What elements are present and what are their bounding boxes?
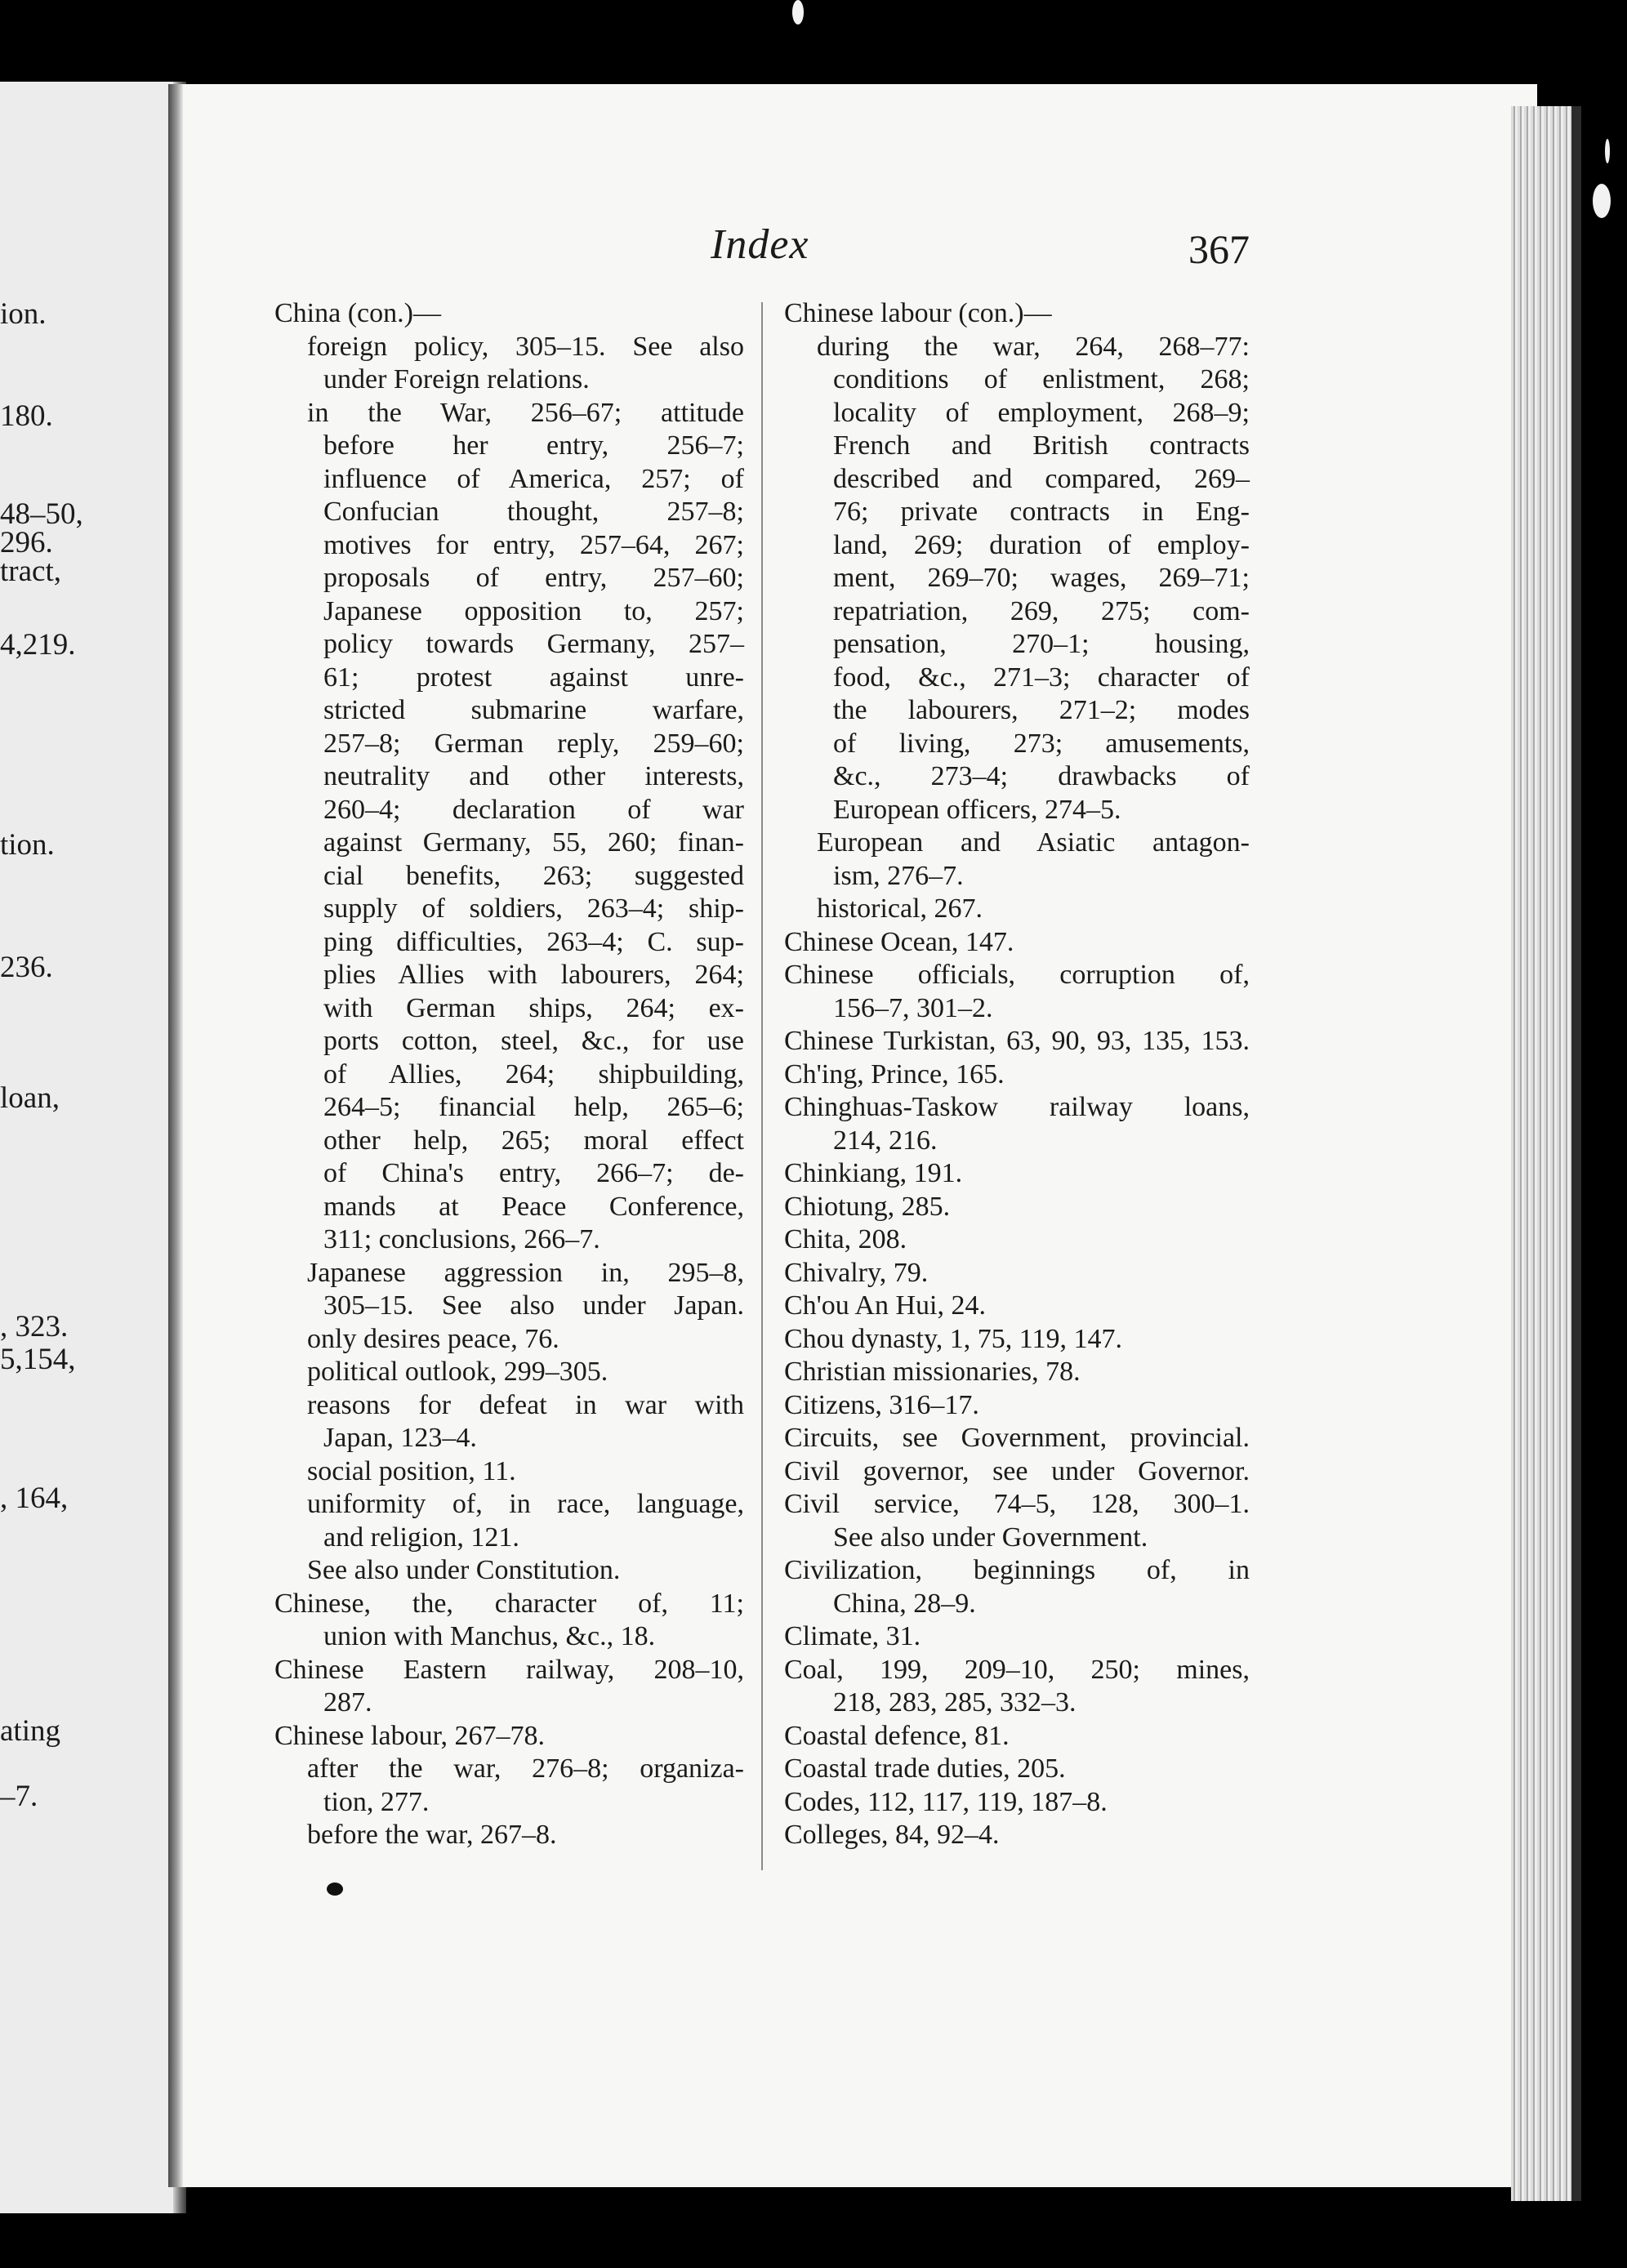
index-line: of living, 273; amusements,	[833, 728, 1250, 759]
index-line: 311; conclusions, 266–7.	[323, 1224, 600, 1254]
index-line: the labourers, 271–2; modes	[833, 695, 1250, 725]
index-line: conditions of enlistment, 268;	[833, 364, 1250, 394]
index-line: Civilization, beginnings of, in	[784, 1555, 1250, 1585]
index-line: Civil governor, see under Governor.	[784, 1455, 1250, 1486]
left-page-fragment: tract,	[0, 555, 61, 588]
page-number: 367	[1188, 226, 1250, 272]
index-line: plies Allies with labourers, 264;	[323, 960, 744, 990]
left-page-fragment: –7.	[0, 1780, 38, 1813]
index-line: historical, 267.	[817, 893, 983, 924]
index-line: in the War, 256–67; attitude	[307, 397, 744, 428]
index-line: motives for entry, 257–64, 267;	[323, 529, 744, 560]
index-line: uniformity of, in race, language,	[307, 1489, 744, 1519]
index-line: ports cotton, steel, &c., for use	[323, 1026, 744, 1056]
index-line: with German ships, 264; ex-	[323, 992, 744, 1023]
page-binding-shadow	[168, 84, 183, 2187]
index-column-left	[274, 297, 744, 1852]
index-line: pensation, 270–1; housing,	[833, 629, 1250, 659]
left-page-fragment: , 323.	[0, 1310, 69, 1343]
left-page-fragment: 236.	[0, 951, 53, 984]
index-line: before the war, 267–8.	[307, 1820, 557, 1850]
index-line: 156–7, 301–2.	[833, 992, 993, 1023]
index-line: locality of employment, 268–9;	[833, 397, 1250, 428]
index-line: Chiotung, 285.	[784, 1191, 951, 1222]
left-page-fragment: 4,219.	[0, 628, 76, 662]
index-line: European and Asiatic antagon-	[817, 827, 1250, 858]
index-line: Chinese Turkistan, 63, 90, 93, 135, 153.	[784, 1026, 1250, 1056]
index-line: supply of soldiers, 263–4; ship-	[323, 893, 744, 924]
index-line: See also under Government.	[833, 1522, 1148, 1553]
index-line: of Allies, 264; shipbuilding,	[323, 1058, 744, 1089]
index-line: after the war, 276–8; organiza-	[307, 1753, 744, 1784]
index-line: European officers, 274–5.	[833, 794, 1121, 825]
index-line: See also under Constitution.	[307, 1555, 621, 1585]
index-line: Confucian thought, 257–8;	[323, 497, 744, 527]
index-line: Chivalry, 79.	[784, 1257, 929, 1288]
index-line: 305–15. See also under Japan.	[323, 1290, 744, 1321]
index-line: land, 269; duration of employ-	[833, 529, 1250, 560]
index-line: 218, 283, 285, 332–3.	[833, 1687, 1076, 1718]
index-line: &c., 273–4; drawbacks of	[833, 761, 1250, 791]
index-line: Chinese Ocean, 147.	[784, 926, 1014, 957]
index-line: 76; private contracts in Eng-	[833, 497, 1250, 527]
index-line: ism, 276–7.	[833, 860, 964, 891]
index-line: 61; protest against unre-	[323, 662, 744, 693]
index-line: Civil service, 74–5, 128, 300–1.	[784, 1489, 1250, 1519]
index-line: Climate, 31.	[784, 1621, 921, 1651]
ink-blot	[327, 1883, 343, 1896]
index-line: 214, 216.	[833, 1125, 938, 1156]
index-line: Chinghuas-Taskow railway loans,	[784, 1092, 1250, 1122]
index-line: Codes, 112, 117, 119, 187–8.	[784, 1786, 1108, 1817]
index-line: Japan, 123–4.	[323, 1423, 477, 1453]
index-line: 260–4; declaration of war	[323, 794, 744, 825]
index-line: repatriation, 269, 275; com-	[833, 595, 1250, 626]
index-line: Colleges, 84, 92–4.	[784, 1820, 1000, 1850]
index-line: Chinese Eastern railway, 208–10,	[274, 1654, 744, 1685]
index-line: Coal, 199, 209–10, 250; mines,	[784, 1654, 1250, 1685]
index-line: Circuits, see Government, provincial.	[784, 1423, 1250, 1453]
index-line: proposals of entry, 257–60;	[323, 563, 744, 593]
index-line: 287.	[323, 1687, 372, 1718]
index-line: influence of America, 257; of	[323, 463, 744, 494]
index-line: Japanese aggression in, 295–8,	[307, 1257, 744, 1288]
index-line: foreign policy, 305–15. See also	[307, 331, 744, 362]
index-line: 264–5; financial help, 265–6;	[323, 1092, 744, 1122]
index-line: cial benefits, 263; suggested	[323, 860, 744, 891]
running-head: Index	[711, 221, 809, 268]
index-line: 257–8; German reply, 259–60;	[323, 728, 744, 759]
left-page-fragment: ion.	[0, 297, 47, 331]
margin-speck	[1605, 139, 1610, 163]
index-line: Coastal defence, 81.	[784, 1720, 1010, 1751]
left-page-fragment: , 164,	[0, 1482, 69, 1515]
left-page-fragment: tion.	[0, 828, 55, 862]
index-line: neutrality and other interests,	[323, 761, 744, 791]
index-line: policy towards Germany, 257–	[323, 629, 744, 659]
index-line: before her entry, 256–7;	[323, 430, 744, 461]
index-line: ment, 269–70; wages, 269–71;	[833, 563, 1250, 593]
index-line: mands at Peace Conference,	[323, 1191, 744, 1222]
index-line: tion, 277.	[323, 1786, 430, 1817]
index-line: against Germany, 55, 260; finan-	[323, 827, 744, 858]
column-divider	[761, 302, 763, 1870]
index-line: of China's entry, 266–7; de-	[323, 1158, 744, 1188]
index-line: Japanese opposition to, 257;	[323, 595, 744, 626]
index-line: stricted submarine warfare,	[323, 695, 744, 725]
index-line: Coastal trade duties, 205.	[784, 1753, 1066, 1784]
margin-speck	[792, 0, 804, 25]
index-line: union with Manchus, &c., 18.	[323, 1621, 656, 1651]
index-line: Ch'ou An Hui, 24.	[784, 1290, 986, 1321]
index-line: Chinese, the, character of, 11;	[274, 1588, 744, 1619]
index-line: during the war, 264, 268–77:	[817, 331, 1250, 362]
index-line: Chinese officials, corruption of,	[784, 960, 1250, 990]
index-line: social position, 11.	[307, 1455, 516, 1486]
fore-edge-shadow	[1571, 106, 1581, 2201]
left-page-fragment: loan,	[0, 1081, 60, 1115]
index-line: Chinese labour (con.)—	[784, 298, 1052, 328]
page-fore-edge	[1511, 106, 1576, 2201]
index-line: French and British contracts	[833, 430, 1250, 461]
left-page-fragment: 5,154,	[0, 1343, 76, 1376]
index-line: Chita, 208.	[784, 1224, 907, 1254]
margin-speck	[1593, 184, 1611, 218]
left-page-fragment: 180.	[0, 399, 53, 433]
index-line: other help, 265; moral effect	[323, 1125, 744, 1156]
index-column-right	[784, 297, 1250, 1852]
index-line: Christian missionaries, 78.	[784, 1357, 1081, 1387]
index-line: political outlook, 299–305.	[307, 1357, 608, 1387]
index-line: China, 28–9.	[833, 1588, 976, 1619]
index-line: under Foreign relations.	[323, 364, 590, 394]
index-line: Ch'ing, Prince, 165.	[784, 1058, 1005, 1089]
index-line: and religion, 121.	[323, 1522, 519, 1553]
index-line: ping difficulties, 263–4; C. sup-	[323, 926, 744, 957]
index-line: Chinkiang, 191.	[784, 1158, 963, 1188]
index-line: reasons for defeat in war with	[307, 1389, 744, 1420]
left-page-fragment: 48–50,	[0, 497, 83, 531]
left-page-fragment: 296.	[0, 526, 53, 559]
index-line: described and compared, 269–	[833, 463, 1250, 494]
index-line: food, &c., 271–3; character of	[833, 662, 1250, 693]
left-page-fragment: ating	[0, 1714, 60, 1748]
index-line: only desires peace, 76.	[307, 1323, 559, 1354]
index-line: Chinese labour, 267–78.	[274, 1720, 546, 1751]
index-line: Citizens, 316–17.	[784, 1389, 979, 1420]
index-line: China (con.)—	[274, 298, 441, 328]
index-line: Chou dynasty, 1, 75, 119, 147.	[784, 1323, 1122, 1354]
